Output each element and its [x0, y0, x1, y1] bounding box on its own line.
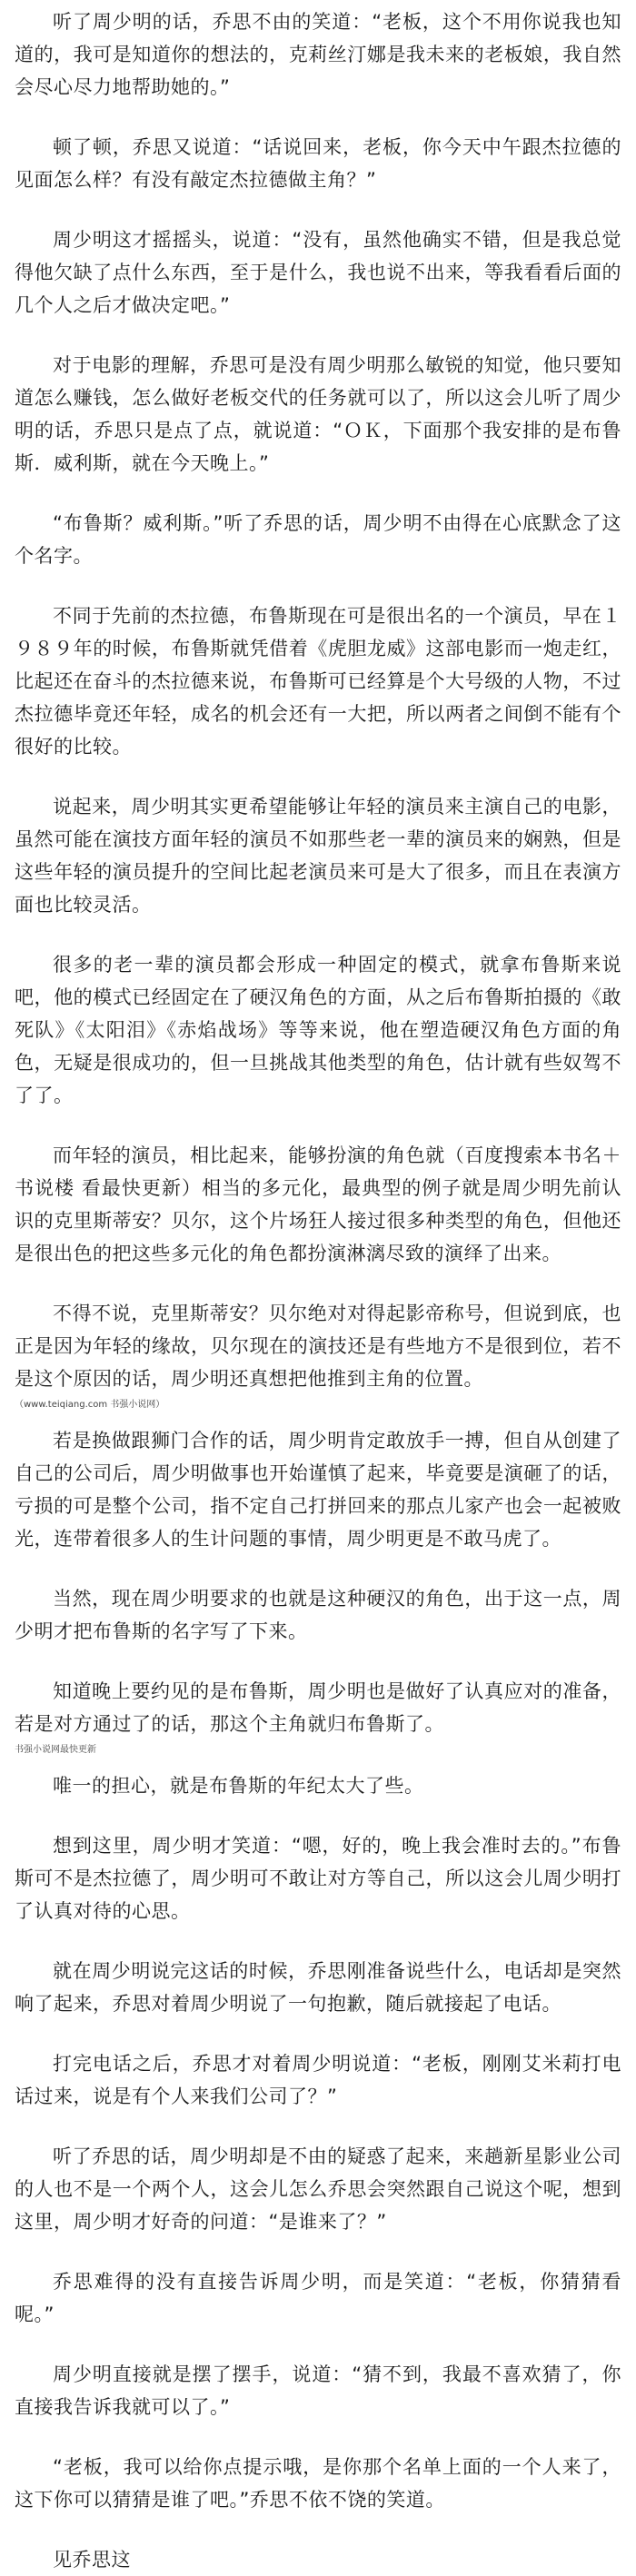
paragraph: 不同于先前的杰拉德，布鲁斯现在可是很出名的一个演员，早在１９８９年的时候，布鲁斯就凭借着《虎胆龙威》这部电影而一炮走红，比起还在奋斗的杰拉德来说，布鲁斯可已经算是个大号级的人物，不过杰拉德毕竟还年轻，成名的机会还有一大把，所以两者之间倒不能有个很好的比较。	[15, 605, 621, 758]
paragraph: 知道晚上要约见的是布鲁斯，周少明也是做好了认真应对的准备，若是对方通过了的话，那这个主角就归布鲁斯了。	[15, 1680, 621, 1735]
paragraph: 周少明这才摇摇头，说道：“没有，虽然他确实不错，但是我总觉得他欠缺了点什么东西，至于是什么，我也说不出来，等我看看后面的几个人之后才做决定吧。”	[15, 229, 621, 316]
paragraph: 很多的老一辈的演员都会形成一种固定的模式，就拿布鲁斯来说吧，他的模式已经固定在了硬汉角色的方面，从之后布鲁斯拍摄的《敢死队》《太阳泪》《赤焰战场》等等来说，他在塑造硬汉角色方面的角色，无疑是很成功的，但一旦挑战其他类型的角色，估计就有些奴驾不了了。	[15, 954, 621, 1106]
paragraph: 对于电影的理解，乔思可是没有周少明那么敏锐的知觉，他只要知道怎么赚钱，怎么做好老板交代的任务就可以了，所以这会儿听了周少明的话，乔思只是点了点，就说道：“ＯＫ，下面那个我安排的是布鲁斯．威利斯，就在今天晚上。”	[15, 354, 621, 474]
paragraph: 想到这里，周少明才笑道：“嗯，好的，晚上我会准时去的。”布鲁斯可不是杰拉德了，周少明可不敢让对方等自己，所以这会儿周少明打了认真对待的心思。	[15, 1835, 621, 1922]
paragraph: “老板，我可以给你点提示哦，是你那个名单上面的一个人来了，这下你可以猜猜是谁了吧。”乔思不依不饶的笑道。	[15, 2456, 621, 2511]
paragraph: 而年轻的演员，相比起来，能够扮演的角色就（百度搜索本书名＋书说楼 看最快更新）相当的多元化，最典型的例子就是周少明先前认识的克里斯蒂安？贝尔，这个片场狂人接过很多种类型的角色，但他还是很出色的把这些多元化的角色都扮演淋漓尽致的演绎了出来。	[15, 1144, 621, 1264]
paragraph: 见乔思这	[53, 2549, 131, 2571]
paragraph: 周少明直接就是摆了摆手，说道：“猜不到，我最不喜欢猜了，你直接我告诉我就可以了。”	[15, 2363, 621, 2418]
paragraph: 当然，现在周少明要求的也就是这种硬汉的角色，出于这一点，周少明才把布鲁斯的名字写了下来。	[15, 1588, 621, 1642]
paragraph: 顿了顿，乔思又说道：“话说回来，老板，你今天中午跟杰拉德的见面怎么样？有没有敲定杰拉德做主角？”	[15, 136, 621, 191]
paragraph: 听了周少明的话，乔思不由的笑道：“老板，这个不用你说我也知道的，我可是知道你的想法的，克莉丝汀娜是我未来的老板娘，我自然会尽心尽力地帮助她的。”	[15, 11, 621, 98]
paragraph: 不得不说，克里斯蒂安？贝尔绝对对得起影帝称号，但说到底，也正是因为年轻的缘故，贝尔现在的演技还是有些地方不是很到位，若不是这个原因的话，周少明还真想把他推到主角的位置。	[15, 1303, 621, 1390]
paragraph: 若是换做跟狮门合作的话，周少明肯定敢放手一搏，但自从创建了自己的公司后，周少明做事也开始谨慎了起来，毕竟要是演砸了的话，亏损的可是整个公司，指不定自己打拼回来的那点儿家产也会一起被败光，连带着很多人的生计问题的事情，周少明更是不敢马虎了。	[15, 1430, 621, 1550]
paragraph: 就在周少明说完这话的时候，乔思刚准备说些什么，电话却是突然响了起来，乔思对着周少明说了一句抱歉，随后就接起了电话。	[15, 1960, 621, 2015]
paragraph: 听了乔思的话，周少明却是不由的疑惑了起来，来趟新星影业公司的人也不是一个两个人，这会儿怎么乔思会突然跟自己说这个呢，想到这里，周少明才好奇的问道：“是谁来了？”	[15, 2145, 621, 2233]
paragraph: “布鲁斯？威利斯。”听了乔思的话，周少明不由得在心底默念了这个名字。	[15, 512, 621, 567]
paragraph: 乔思难得的没有直接告诉周少明，而是笑道：“老板，你猜猜看呢。”	[15, 2271, 621, 2325]
paragraph: 打完电话之后，乔思才对着周少明说道：“老板，刚刚艾米莉打电话过来，说是有个人来我们公司了？”	[15, 2053, 621, 2107]
paragraph: 说起来，周少明其实更希望能够让年轻的演员来主演自己的电影，虽然可能在演技方面年轻的演员不如那些老一辈的演员来的娴熟，但是这些年轻的演员提升的空间比起老演员来可是大了很多，而且在表演方面也比较灵活。	[15, 796, 621, 916]
paragraph: 唯一的担心，就是布鲁斯的年纪太大了些。	[53, 1775, 424, 1797]
site-watermark: （www.teiqiang.com 书强小说网）	[15, 1400, 165, 1410]
update-watermark: 书强小说网最快更新	[15, 1745, 96, 1755]
